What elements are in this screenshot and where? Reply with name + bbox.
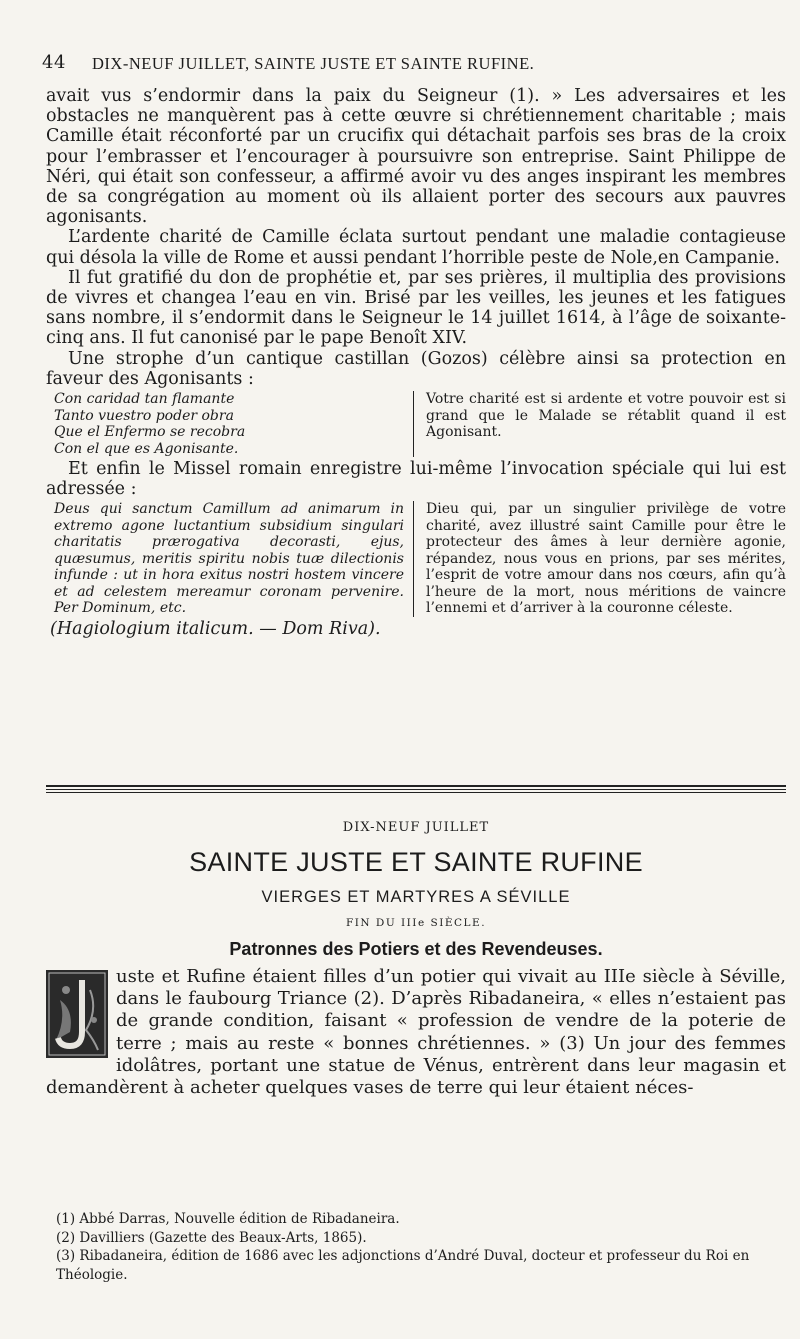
stanza-line: Tanto vuestro poder obra xyxy=(54,407,234,424)
section-era: FIN DU IIIe SIÈCLE. xyxy=(345,917,487,929)
stanza-line: Que el Enfermo se recobra xyxy=(54,424,246,441)
spanish-stanza xyxy=(46,391,404,457)
paragraph-2: L’ardente charité de Camille éclata surtout pendant une maladie contagieuse qui désola la ville de Rome et aussi pendant l’horrible peste de Nole,en Campanie. xyxy=(46,227,786,268)
patronage-line: Patronnes des Potiers et des Revendeuses. xyxy=(229,939,603,959)
prayer-block xyxy=(46,501,786,617)
story-paragraph: uste et Rufine étaient filles d’un potier qui vivait au IIIe siècle à Séville, dans le faubourg Triance (2). D’après Ribadaneira, « elles n’estaient pas de grande condition, faisant « profession de vendre de la poterie de terre ; mais au reste « bonnes chrétiennes. » (3) Un jour des femmes idolâtres, portant une statue de Vénus, entrèrent dans leur magasin et demandèrent à acheter quelques vases de terre qui leur étaient néces- xyxy=(46,966,786,1099)
source-citation: (Hagiologium italicum. — Dom Riva). xyxy=(50,618,381,639)
paragraph-4: Une strophe d’un cantique castillan (Gozos) célèbre ainsi sa protection en faveur des Agonisants : xyxy=(46,348,786,389)
main-text xyxy=(46,86,786,639)
footnote: (2) Davilliers (Gazette des Beaux-Arts, 1865). xyxy=(56,1229,367,1246)
hymn-block xyxy=(46,391,786,457)
page-number: 44 xyxy=(42,52,66,73)
paragraph-1: avait vus s’endormir dans la paix du Seigneur (1). » Les adversaires et les obstacles ne manquèrent pas à cette œuvre si chrétiennement charitable ; mais Camille était réconforté par un crucifix qui détachait parfois ses bras de la croix pour l’embrasser et l’encourager à poursuivre son entreprise. Saint Philippe de Néri, qui était son confesseur, a affirmé avoir vu des anges inspirant les membres de sa congrégation au moment où ils allaient porter des secours aux pauvres agonisants. xyxy=(46,86,786,228)
french-prayer: Dieu qui, par un singulier privilège de votre charité, avez illustré saint Camille pour être le protecteur des âmes à leur dernière agonie, répandez, nous vous en prions, par ses mérites, l’esprit de votre amour dans nos cœurs, afin qu’à l’heure de la mort, nous méritions de vaincre l’ennemi et d’arriver à la couronne céleste. xyxy=(413,501,786,617)
section-date: DIX-NEUF JUILLET xyxy=(342,820,490,835)
stanza-line: Con caridad tan flamante xyxy=(54,391,235,408)
latin-prayer: Deus qui sanctum Camillum ad animarum in extremo agone luctantium subsidium singulari charitatis prærogativa decorasti, ejus, quæsumus, meritis spiritu nobis tuæ dilectionis infunde : ut in hora exitus nostri hostem vincere et ad celestem mereamur coronam pervenire. Per Dominum, etc. xyxy=(54,501,404,617)
stanza-translation: Votre charité est si ardente et votre pouvoir est si grand que le Malade se rétablit quand il est Agonisant. xyxy=(413,391,786,457)
footnotes xyxy=(46,1210,786,1284)
story-text xyxy=(46,966,786,1099)
paragraph-3: Il fut gratifié du don de prophétie et, par ses prières, il multiplia des provisions de vivres et changea l’eau en vin. Brisé par les veilles, les jeunes et les fatigues sans nombre, il s’endormit dans le Seigneur le 14 juillet 1614, à l’âge de soixante-cinq ans. Il fut canonisé par le pape Benoît XIV. xyxy=(46,267,786,349)
footnote: (1) Abbé Darras, Nouvelle édition de Ribadaneira. xyxy=(56,1211,400,1227)
paragraph-5: Et enfin le Missel romain enregistre lui-même l’invocation spéciale qui lui est adressée : xyxy=(46,459,786,500)
section-subtitle: VIERGES ET MARTYRES A SÉVILLE xyxy=(261,888,571,906)
footnote: (3) Ribadaneira, édition de 1686 avec les adjonctions d’André Duval, docteur et professeur du Roi en Théologie. xyxy=(56,1248,750,1283)
ornamental-initial-j-icon xyxy=(46,970,108,1058)
section-header xyxy=(46,820,786,960)
stanza-line: Con el que es Agonisante. xyxy=(54,440,239,457)
section-title: SAINTE JUSTE ET SAINTE RUFINE xyxy=(189,847,643,877)
section-divider xyxy=(46,785,786,793)
running-title: DIX-NEUF JUILLET, SAINTE JUSTE ET SAINTE RUFINE. xyxy=(92,54,535,73)
